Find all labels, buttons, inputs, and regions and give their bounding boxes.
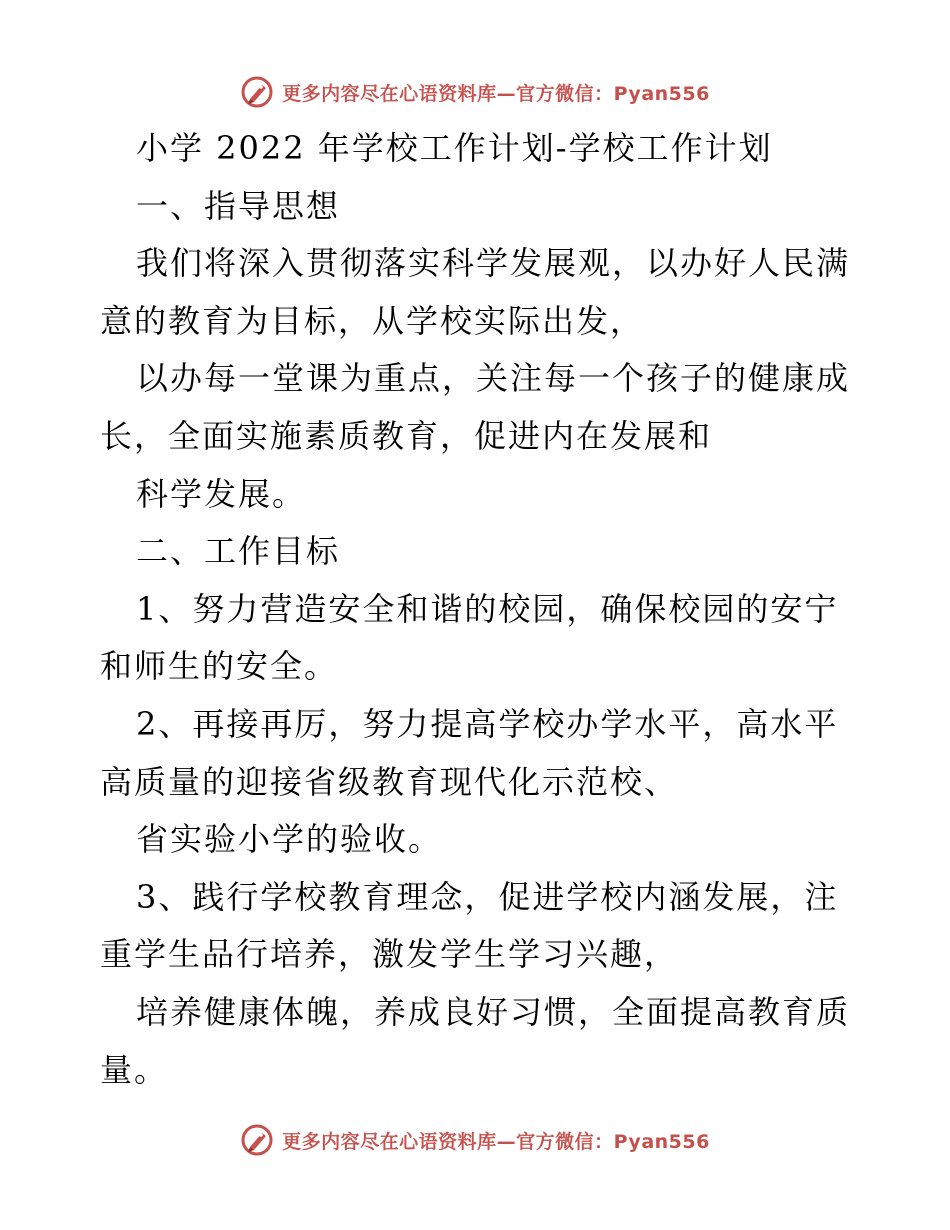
- list-item-line: 3、践行学校教育理念，促进学校内涵发展，注: [136, 877, 839, 916]
- document-body: [100, 120, 850, 1099]
- section-heading-guiding-ideology: 一、指导思想: [136, 186, 341, 225]
- pen-logo-icon: [240, 1123, 274, 1157]
- list-item-line: 1、努力营造安全和谐的校园，确保校园的安宁: [136, 589, 839, 628]
- section-heading-work-goals: 二、工作目标: [136, 532, 341, 571]
- list-item-line: 省实验小学的验收。: [136, 820, 443, 859]
- paragraph-line: 长，全面实施素质教育，促进内在发展和: [100, 416, 713, 455]
- paragraph-line: 我们将深入贯彻落实科学发展观，以办好人民满: [136, 244, 850, 283]
- list-item-line: 和师生的安全。: [100, 647, 339, 686]
- list-item-line: 量。: [100, 1050, 169, 1089]
- list-item-line: 2、再接再厉，努力提高学校办学水平，高水平: [136, 704, 839, 743]
- list-item-line: 重学生品行培养，激发学生学习兴趣，: [100, 935, 679, 974]
- watermark-text: 更多内容尽在心语资料库—官方微信：Pyan556: [282, 82, 710, 105]
- list-item-line: 高质量的迎接省级教育现代化示范校、: [100, 762, 679, 801]
- document-title: 小学 2022 年学校工作计划-学校工作计划: [136, 129, 773, 167]
- watermark-text: 更多内容尽在心语资料库—官方微信：Pyan556: [282, 1130, 710, 1153]
- paragraph-line: 以办每一堂课为重点，关注每一个孩子的健康成: [136, 359, 850, 398]
- paragraph-line: 科学发展。: [136, 474, 307, 513]
- paragraph-line: 意的教育为目标，从学校实际出发，: [100, 301, 645, 340]
- header-watermark: [0, 72, 950, 112]
- footer-watermark: [0, 1120, 950, 1160]
- pen-logo-icon: [240, 75, 274, 109]
- list-item-line: 培养健康体魄，养成良好习惯，全面提高教育质: [136, 992, 850, 1031]
